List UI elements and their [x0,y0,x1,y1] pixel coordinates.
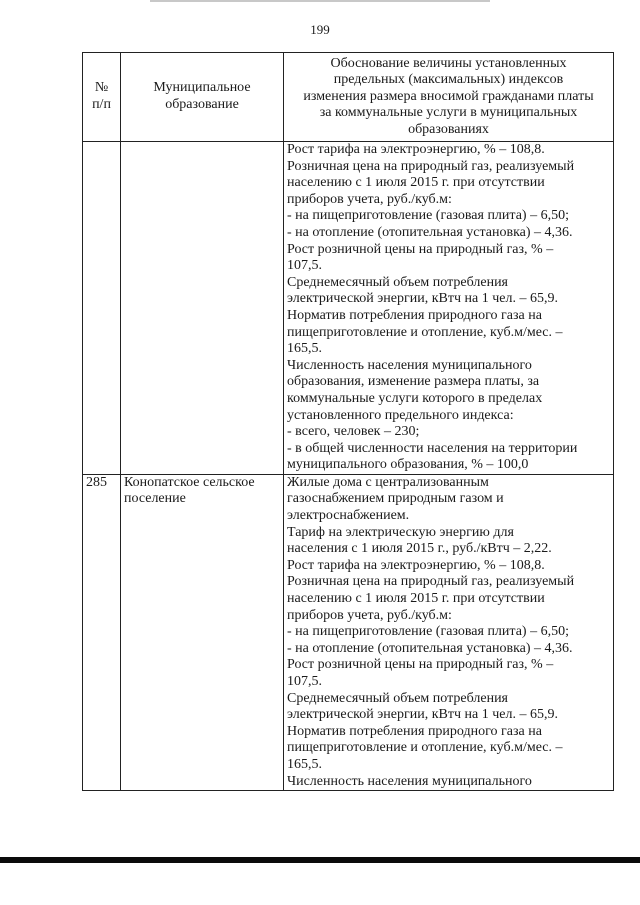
page-number: 199 [310,22,330,37]
justification-line: электрической энергии, кВтч на 1 чел. – 65,9. [287,707,558,723]
justification-line: Среднемесячный объем потребления [287,690,508,706]
table-header-row [83,53,614,142]
table-row [83,142,614,475]
justification-line: Численность населения муниципального [287,357,532,373]
justification-line: 165,5. [287,341,322,357]
justification-line: 107,5. [287,674,322,689]
table-row [83,474,614,790]
justification-line: пищеприготовление и отопление, куб.м/мес. – [287,324,563,340]
justification-line: 107,5. [287,258,322,274]
justification-line: приборов учета, руб./куб.м: [287,607,452,623]
justification-line: Тариф на электрическую энергию для [287,524,514,540]
justification-line: - всего, человек – 230; [287,424,420,440]
tariff-table [82,52,614,791]
header-line: изменения размера вносимой гражданами платы [303,88,594,104]
justification-line: Рост розничной цены на природный газ, % – [287,657,554,673]
justification-line: Среднемесячный объем потребления [287,274,508,290]
justification-line: электрической энергии, кВтч на 1 чел. – 65,9. [287,291,558,307]
header-justification [284,53,614,142]
bottom-border-bar [0,857,640,863]
justification-line: населению с 1 июля 2015 г. при отсутствии [287,175,545,191]
header-line: Муниципальное [153,80,251,96]
justification-cell [284,142,614,475]
justification-line: Розничная цена на природный газ, реализуемый [287,574,575,590]
header-line: образованиях [408,121,489,137]
row-number-cell: 285 [83,474,121,790]
header-municipality [121,53,284,142]
justification-line: - в общей численности населения на территории [287,440,578,456]
header-line: образование [165,97,239,112]
justification-line: электроснабжением. [287,508,410,524]
municipality-line: поселение [124,491,186,507]
justification-line: Численность населения муниципального [287,773,532,789]
justification-line: газоснабжением природным газом и [287,491,504,507]
justification-line: населения с 1 июля 2015 г., руб./кВтч – 2,22. [287,541,552,557]
municipality-line: Конопатское сельское [124,474,255,490]
justification-line: - на отопление (отопительная установка) – 4,36. [287,640,573,656]
scan-artifact [150,0,490,2]
justification-line: Рост розничной цены на природный газ, % – [287,241,554,257]
justification-line: муниципального образования, % – 100,0 [287,457,529,473]
justification-line: Норматив потребления природного газа на [287,723,542,739]
header-line: № [94,80,109,96]
justification-line: - на пищеприготовление (газовая плита) – 6,50; [287,624,569,640]
justification-line: коммунальные услуги которого в пределах [287,390,543,406]
justification-line: установленного предельного индекса: [287,407,514,423]
justification-line: приборов учета, руб./куб.м: [287,191,452,207]
justification-line: Жилые дома с централизованным [287,474,489,490]
justification-line: пищеприготовление и отопление, куб.м/мес. – [287,740,563,756]
justification-line: - на отопление (отопительная установка) – 4,36. [287,224,573,240]
justification-line: Рост тарифа на электроэнергию, % – 108,8. [287,142,545,157]
justification-line: Рост тарифа на электроэнергию, % – 108,8. [287,557,545,573]
municipality-cell [121,474,284,790]
header-line: за коммунальные услуги в муниципальных [319,105,578,121]
justification-cell [284,474,614,790]
justification-line: 165,5. [287,756,322,772]
header-line: Обоснование величины установленных [330,55,567,71]
municipality-cell [121,142,284,475]
justification-line: Розничная цена на природный газ, реализуемый [287,158,575,174]
justification-line: Норматив потребления природного газа на [287,307,542,323]
header-number [83,53,121,142]
justification-line: образования, изменение размера платы, за [287,374,540,390]
row-number-cell [83,142,121,475]
header-line: п/п [92,97,111,112]
justification-line: - на пищеприготовление (газовая плита) – 6,50; [287,208,569,224]
header-line: предельных (максимальных) индексов [333,72,564,88]
justification-line: населению с 1 июля 2015 г. при отсутствии [287,591,545,607]
